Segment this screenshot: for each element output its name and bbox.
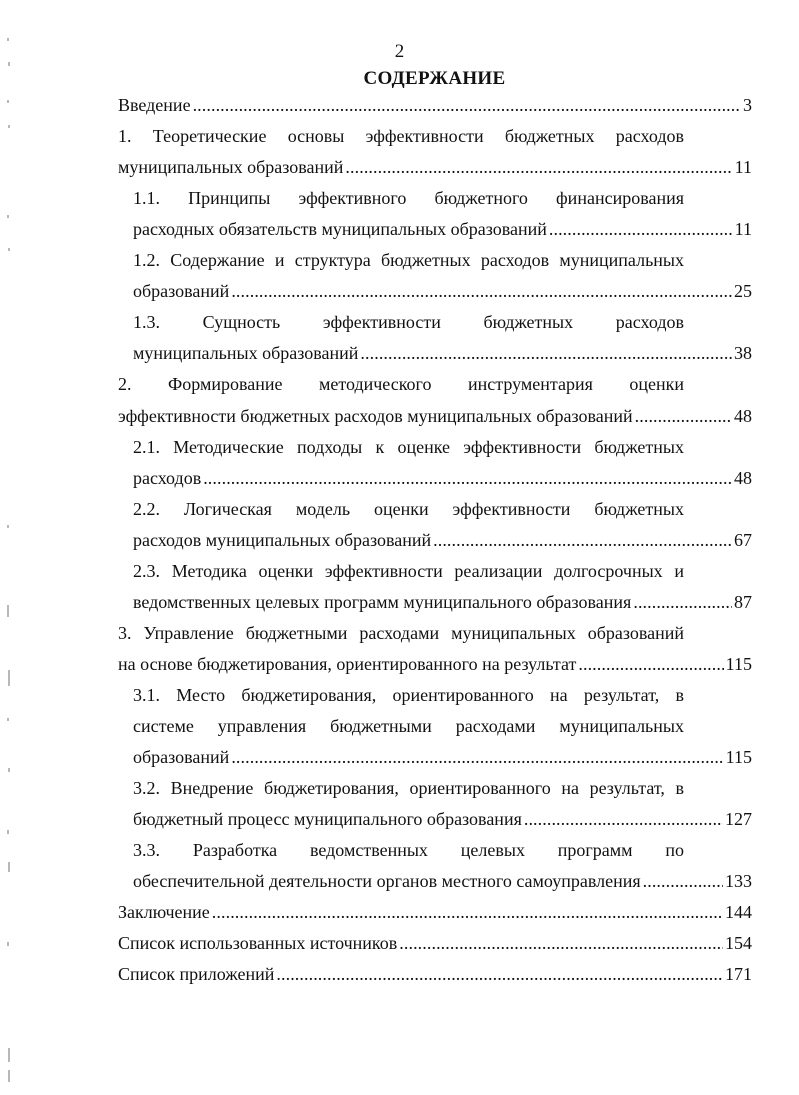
- scan-artifact: [8, 1048, 10, 1062]
- toc-entry-line: системе управления бюджетными расходами муниципальных: [133, 716, 684, 736]
- toc-entry-text: ведомственных целевых программ муниципального образования: [133, 591, 632, 612]
- toc-entry-line: 3.3. Разработка ведомственных целевых программ по: [133, 840, 684, 861]
- toc-entry-line-with-page: [133, 342, 752, 364]
- toc-entry-text: образований: [133, 281, 230, 302]
- toc-entry-line: 1. Теоретические основы эффективности бюджетных расходов: [118, 126, 684, 147]
- toc-entry-text: эффективности бюджетных расходов муниципальных образований: [118, 405, 633, 426]
- scan-artifact: [8, 768, 10, 772]
- toc-entry-line-with-page: [133, 280, 752, 302]
- toc-page-number: 11: [734, 157, 752, 178]
- toc-page-number: 48: [734, 467, 752, 488]
- toc-page-number: 115: [725, 747, 752, 768]
- toc-page-number: 38: [734, 343, 752, 364]
- toc-entry-line-with-page: [118, 156, 752, 178]
- toc-entry-text: обеспечительной деятельности органов местного самоуправления: [133, 871, 641, 892]
- toc-entry-line-with-page: [118, 932, 752, 954]
- toc-entry-line-with-page: [133, 808, 752, 830]
- toc-entry-text: Заключение: [118, 902, 210, 923]
- toc-entry-line: 2.2. Логическая модель оценки эффективности бюджетных: [133, 498, 684, 519]
- dot-leader: [345, 156, 732, 178]
- toc-page-number: 3: [743, 95, 752, 115]
- toc-page-number: 154: [725, 933, 752, 954]
- scan-artifact: [7, 100, 9, 103]
- toc-entry-text: бюджетный процесс муниципального образования: [133, 809, 522, 830]
- toc-entry-line-with-page: [133, 467, 752, 489]
- toc-entry-line: 1.2. Содержание и структура бюджетных расходов муниципальных: [133, 250, 684, 271]
- dot-leader: [231, 280, 732, 302]
- page-number: 2: [394, 41, 405, 62]
- scan-artifact: [8, 862, 10, 872]
- scan-artifact: [7, 38, 9, 41]
- scan-artifact: [7, 605, 9, 617]
- dot-leader: [635, 405, 732, 427]
- dot-leader: [360, 342, 732, 364]
- scan-artifact: [8, 670, 10, 686]
- scan-artifact: [8, 62, 10, 66]
- toc-entry-line-with-page: [133, 591, 752, 613]
- dot-leader: [212, 901, 723, 923]
- toc-page-number: 127: [725, 809, 752, 830]
- dot-leader: [193, 94, 741, 116]
- toc-entry-line-with-page: [133, 746, 752, 768]
- page-title: СОДЕРЖАНИЕ: [363, 68, 506, 89]
- toc-entry-text: Список приложений: [118, 964, 275, 985]
- toc-entry-line-with-page: [118, 963, 752, 985]
- dot-leader: [643, 870, 723, 892]
- toc-entry-line: 1.1. Принципы эффективного бюджетного финансирования: [133, 188, 684, 209]
- toc-entry-line: 1.3. Сущность эффективности бюджетных расходов: [133, 312, 684, 333]
- scan-artifact: [7, 215, 9, 218]
- dot-leader: [276, 963, 723, 985]
- toc-entry-line-with-page: [118, 901, 752, 923]
- toc-entry-text: расходных обязательств муниципальных образований: [133, 219, 547, 240]
- dot-leader: [524, 808, 723, 830]
- toc-page-number: 133: [725, 871, 752, 892]
- toc-entry-line-with-page: [118, 405, 752, 427]
- toc-entry-text: Введение: [118, 95, 191, 115]
- toc-entry-text: Список использованных источников: [118, 933, 398, 954]
- toc-entry-line: 2.3. Методика оценки эффективности реализации долгосрочных и: [133, 560, 684, 581]
- toc-entry-line-with-page: [118, 94, 752, 116]
- toc-page-number: 25: [734, 281, 752, 302]
- toc-entry-line-with-page: [133, 218, 752, 240]
- scan-artifact: [7, 525, 9, 528]
- toc-entry-text: расходов: [133, 467, 202, 488]
- dot-leader: [549, 218, 733, 240]
- dot-leader: [433, 529, 732, 551]
- scan-artifact: [7, 830, 9, 834]
- scan-artifact: [8, 1070, 10, 1082]
- toc-page-number: 11: [734, 219, 752, 240]
- scan-artifact: [8, 248, 10, 251]
- toc-entry-text: на основе бюджетирования, ориентированного на результат: [118, 653, 577, 674]
- toc-entry-line: 3. Управление бюджетными расходами муниципальных образований: [118, 622, 684, 643]
- toc-page-number: 48: [734, 405, 752, 426]
- toc-entry-line: 2.1. Методические подходы к оценке эффективности бюджетных: [133, 436, 684, 457]
- scan-artifact: [7, 718, 9, 721]
- toc-entry-line: 2. Формирование методического инструментария оценки: [118, 374, 684, 395]
- dot-leader: [399, 932, 723, 954]
- dot-leader: [633, 591, 732, 613]
- scan-artifact: [7, 942, 9, 946]
- scan-artifact: [8, 125, 10, 128]
- toc-entry-text: муниципальных образований: [118, 157, 344, 178]
- toc-entry-text: муниципальных образований: [133, 343, 359, 364]
- toc-entry-text: образований: [133, 747, 230, 768]
- toc-page-number: 144: [725, 902, 752, 923]
- dot-leader: [203, 467, 732, 489]
- toc-entry-line: 3.1. Место бюджетирования, ориентированного на результат, в: [133, 684, 684, 705]
- toc-page-number: 171: [725, 964, 752, 985]
- dot-leader: [231, 746, 723, 768]
- toc-page-number: 115: [725, 653, 752, 674]
- toc-page-number: 87: [734, 591, 752, 612]
- toc-entry-line-with-page: [133, 529, 752, 551]
- dot-leader: [578, 653, 723, 675]
- toc-entry-text: расходов муниципальных образований: [133, 529, 432, 550]
- toc-entry-line-with-page: [133, 870, 752, 892]
- toc-entry-line: 3.2. Внедрение бюджетирования, ориентированного на результат, в: [133, 778, 684, 799]
- toc-page-number: 67: [734, 529, 752, 550]
- toc-entry-line-with-page: [118, 653, 752, 675]
